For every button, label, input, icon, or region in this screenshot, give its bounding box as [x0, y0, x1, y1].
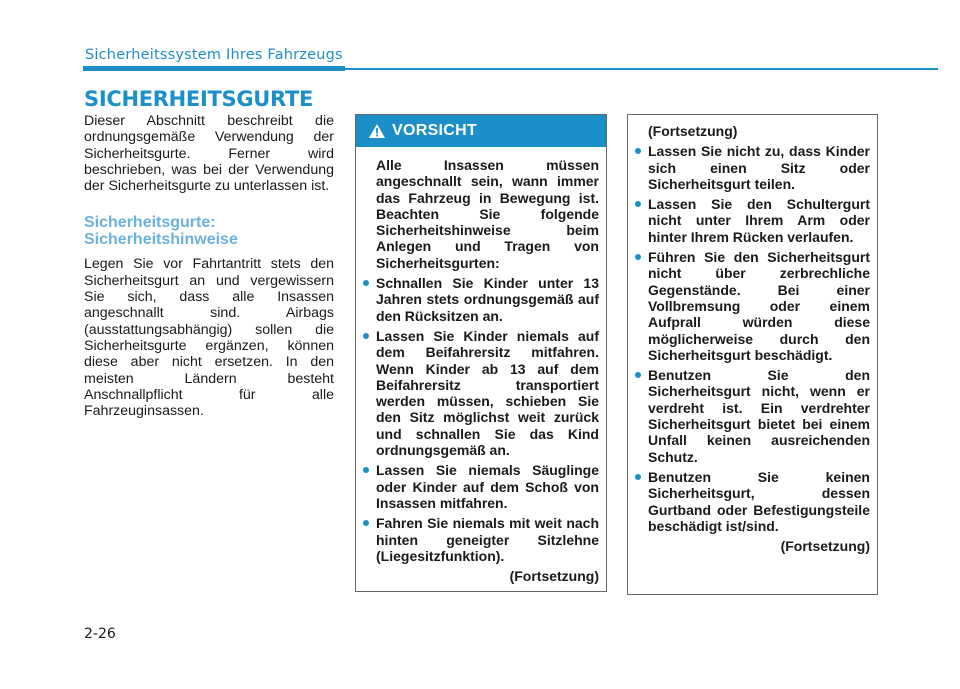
chapter-title: Sicherheitssystem Ihres Fahrzeugs — [85, 47, 343, 63]
list-item-text: Lassen Sie den Schultergurt nicht unter Ihrem Arm oder hinter Ihrem Rücken verlaufen. — [648, 196, 870, 245]
subsection-heading-line1: Sicherheitsgurte: — [84, 214, 216, 232]
subsection-heading-line2: Sicherheitshinweise — [84, 231, 238, 249]
list-item-text: Benutzen Sie keinen Sicherheitsgurt, dessen Gurtband oder Befestigungsteile beschädigt ist/sind. — [648, 468, 870, 534]
list-item — [376, 275, 599, 324]
list-item — [648, 143, 870, 192]
continued-body — [628, 115, 877, 554]
bullet-icon — [363, 333, 369, 339]
continued-note: (Fortsetzung) — [780, 538, 870, 555]
bullet-icon — [635, 148, 641, 154]
bullet-icon — [363, 280, 369, 286]
list-item — [376, 515, 599, 564]
left-column — [84, 113, 334, 419]
subsection-paragraph: Legen Sie vor Fahrtantritt stets den Sicherheitsgurt an und vergewissern Sie sich, dass alle Insassen angeschnallt sind. Airbags (ausstattungsabhängig) sollen die Sicherheitsgurte ergänzen, können diese aber nicht ersetzen. In den meisten Ländern besteht Anschnallpflicht für alle Fahrzeuginsassen. — [84, 256, 334, 420]
bullet-icon — [635, 474, 641, 480]
list-item — [376, 462, 599, 511]
list-item-text: Führen Sie den Sicherheitsgurt nicht über zerbrechliche Gegenstände. Bei einer Vollbremsung oder einem Aufprall würden diese möglicherweise durch den Sicherheitsgurt beschädigt. — [648, 249, 870, 363]
list-item — [376, 328, 599, 458]
bullet-icon — [635, 254, 641, 260]
warning-triangle-icon — [368, 123, 386, 139]
list-item — [648, 367, 870, 465]
list-item-text: Schnallen Sie Kinder unter 13 Jahren stets ordnungsgemäß auf den Rücksitzen an. — [376, 275, 599, 324]
list-item — [648, 196, 870, 245]
bullet-icon — [635, 372, 641, 378]
list-item — [648, 469, 870, 534]
subsection-heading — [84, 214, 334, 248]
header-bar — [83, 66, 345, 71]
list-item-text: Lassen Sie nicht zu, dass Kinder sich einen Sitz oder Sicherheitsgurt teilen. — [648, 143, 870, 192]
continued-bullet-list — [648, 143, 870, 534]
caution-body — [356, 147, 606, 584]
bullet-icon — [363, 520, 369, 526]
bullet-icon — [363, 467, 369, 473]
list-item-text: Lassen Sie niemals Säuglinge oder Kinder auf dem Schoß von Insassen mitfahren. — [376, 462, 599, 511]
bullet-icon — [635, 201, 641, 207]
list-item-text: Fahren Sie niemals mit weit nach hinten geneigter Sitzlehne (Liegesitzfunktion). — [376, 515, 599, 564]
list-item — [648, 249, 870, 363]
list-item-text: Lassen Sie Kinder niemals auf dem Beifahrersitz mitfahren. Wenn Kinder ab 13 auf dem Beifahrersitz transportiert werden müssen, schieben Sie den Sitz möglichst weit zurück und schnallen Sie das Kind ordnungsgemäß an. — [376, 327, 599, 459]
continued-intro: (Fortsetzung) — [648, 123, 738, 139]
page-number: 2-26 — [84, 626, 116, 642]
caution-bullet-list — [376, 275, 599, 564]
continued-box — [627, 114, 878, 595]
intro-paragraph: Dieser Abschnitt beschreibt die ordnungsgemäße Verwendung der Sicherheitsgurte. Ferner wird beschrieben, was bei der Verwendung der Sicherheitsgurte zu unterlassen ist. — [84, 113, 334, 195]
caution-header — [356, 115, 606, 147]
section-title: SICHERHEITSGURTE — [84, 87, 314, 111]
header-rule — [345, 68, 938, 70]
list-item-text: Benutzen Sie den Sicherheitsgurt nicht, wenn er verdreht ist. Ein verdrehter Sicherheitsgurt bietet bei einem Unfall keinen ausreichenden Schutz. — [648, 367, 870, 465]
continued-note: (Fortsetzung) — [509, 568, 599, 585]
caution-box — [355, 114, 607, 592]
caution-label: VORSICHT — [392, 122, 478, 139]
caution-intro: Alle Insassen müssen angeschnallt sein, wann immer das Fahrzeug in Bewegung ist. Beachten Sie folgende Sicherheitshinweise beim Anlegen und Tragen von Sicherheitsgurten: — [376, 157, 599, 271]
